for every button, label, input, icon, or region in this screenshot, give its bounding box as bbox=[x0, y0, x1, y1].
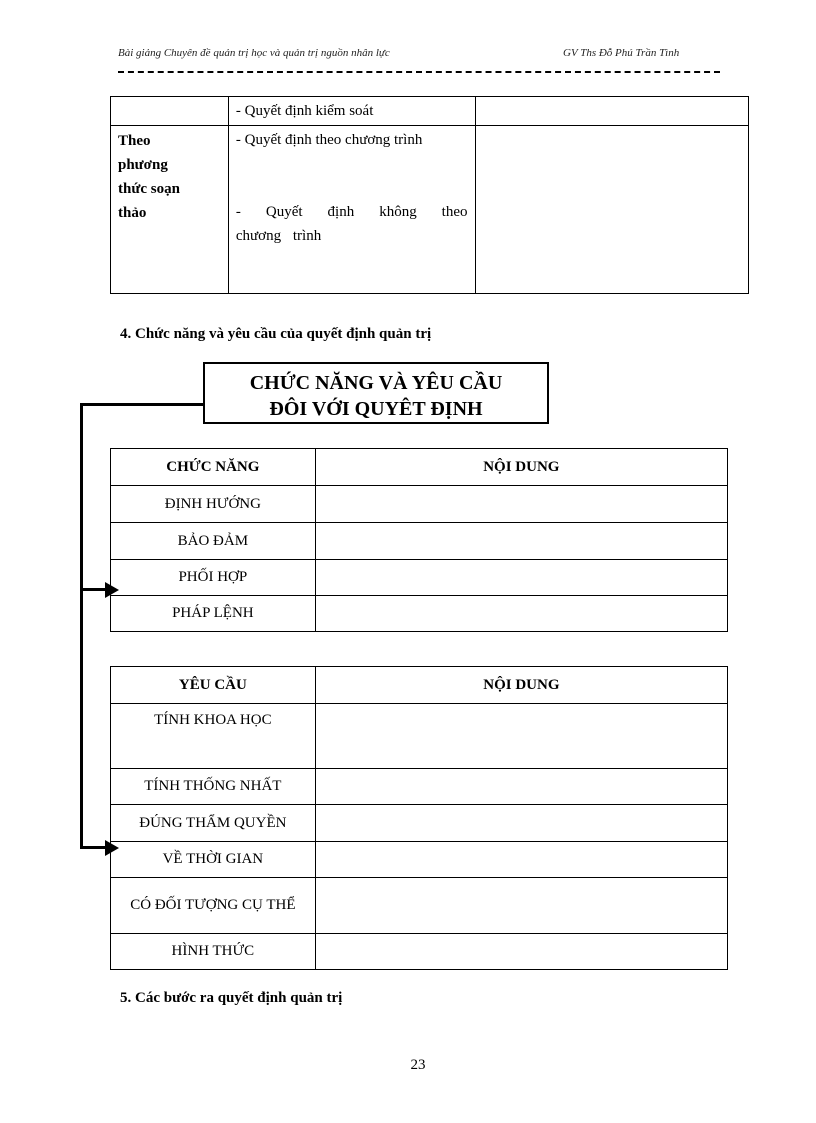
header-divider bbox=[118, 71, 720, 73]
requirements-table bbox=[110, 666, 728, 970]
table-row bbox=[111, 97, 749, 126]
table-row bbox=[111, 878, 728, 934]
section-4-heading: 4. Chức năng và yêu cầu của quyết định quản trị bbox=[120, 326, 432, 342]
table-header-row bbox=[111, 449, 728, 486]
table-cell: ĐÚNG THẨM QUYỀN bbox=[111, 805, 316, 842]
table-row bbox=[111, 769, 728, 805]
table-cell: HÌNH THỨC bbox=[111, 934, 316, 970]
diagram-title-box: CHỨC NĂNG VÀ YÊU CẦU ĐÔI VỚI QUYÊT ĐỊNH bbox=[203, 362, 549, 424]
table-cell bbox=[315, 842, 727, 878]
connector-line-top bbox=[80, 403, 203, 406]
table-cell: PHÁP LỆNH bbox=[111, 596, 316, 632]
table-cell bbox=[315, 486, 727, 523]
table-cell: TÍNH KHOA HỌC bbox=[111, 704, 316, 769]
table-row bbox=[111, 486, 728, 523]
table-row bbox=[111, 842, 728, 878]
table-cell bbox=[315, 769, 727, 805]
column-header: YÊU CẦU bbox=[111, 667, 316, 704]
list-item: - Quyết định theo chương trình bbox=[235, 132, 423, 148]
table-row bbox=[111, 934, 728, 970]
table-cell bbox=[315, 934, 727, 970]
table-row bbox=[111, 126, 749, 294]
table-cell bbox=[315, 560, 727, 596]
table-cell: ĐỊNH HƯỚNG bbox=[111, 486, 316, 523]
table-header-row bbox=[111, 667, 728, 704]
table-cell bbox=[315, 805, 727, 842]
header-course-title: Bài giảng Chuyên đề quản trị học và quản trị nguồn nhân lực bbox=[118, 47, 390, 59]
decision-list-cell bbox=[228, 126, 475, 294]
page-number: 23 bbox=[410, 1057, 426, 1073]
section-5-heading: 5. Các bước ra quyết định quản trị bbox=[120, 990, 343, 1006]
table-cell: BẢO ĐẢM bbox=[111, 523, 316, 560]
table-cell: PHỐI HỢP bbox=[111, 560, 316, 596]
table-cell: - Quyết định kiểm soát bbox=[228, 97, 475, 126]
table-cell bbox=[315, 596, 727, 632]
functions-table bbox=[110, 448, 728, 632]
table-cell: TÍNH THỐNG NHẤT bbox=[111, 769, 316, 805]
table-cell bbox=[315, 878, 727, 934]
table-cell bbox=[111, 97, 229, 126]
decision-types-table bbox=[110, 96, 749, 294]
header-author: GV Ths Đỗ Phú Trần Tình bbox=[563, 47, 680, 59]
table-row bbox=[111, 560, 728, 596]
table-cell bbox=[475, 97, 748, 126]
table-row bbox=[111, 704, 728, 769]
table-row bbox=[111, 596, 728, 632]
table-row bbox=[111, 523, 728, 560]
table-cell bbox=[315, 523, 727, 560]
column-header: NỘI DUNG bbox=[315, 449, 727, 486]
list-item: - Quyết định không theo chương trình bbox=[235, 204, 468, 244]
table-cell: CÓ ĐỐI TƯỢNG CỤ THỂ bbox=[111, 878, 316, 934]
table-cell: VỀ THỜI GIAN bbox=[111, 842, 316, 878]
table-cell bbox=[475, 126, 748, 294]
column-header: NỘI DUNG bbox=[315, 667, 727, 704]
table-cell bbox=[315, 704, 727, 769]
connector-line-vertical bbox=[80, 403, 83, 849]
category-cell: Theo phương thức soạn thảo bbox=[111, 126, 229, 294]
column-header: CHỨC NĂNG bbox=[111, 449, 316, 486]
table-row bbox=[111, 805, 728, 842]
